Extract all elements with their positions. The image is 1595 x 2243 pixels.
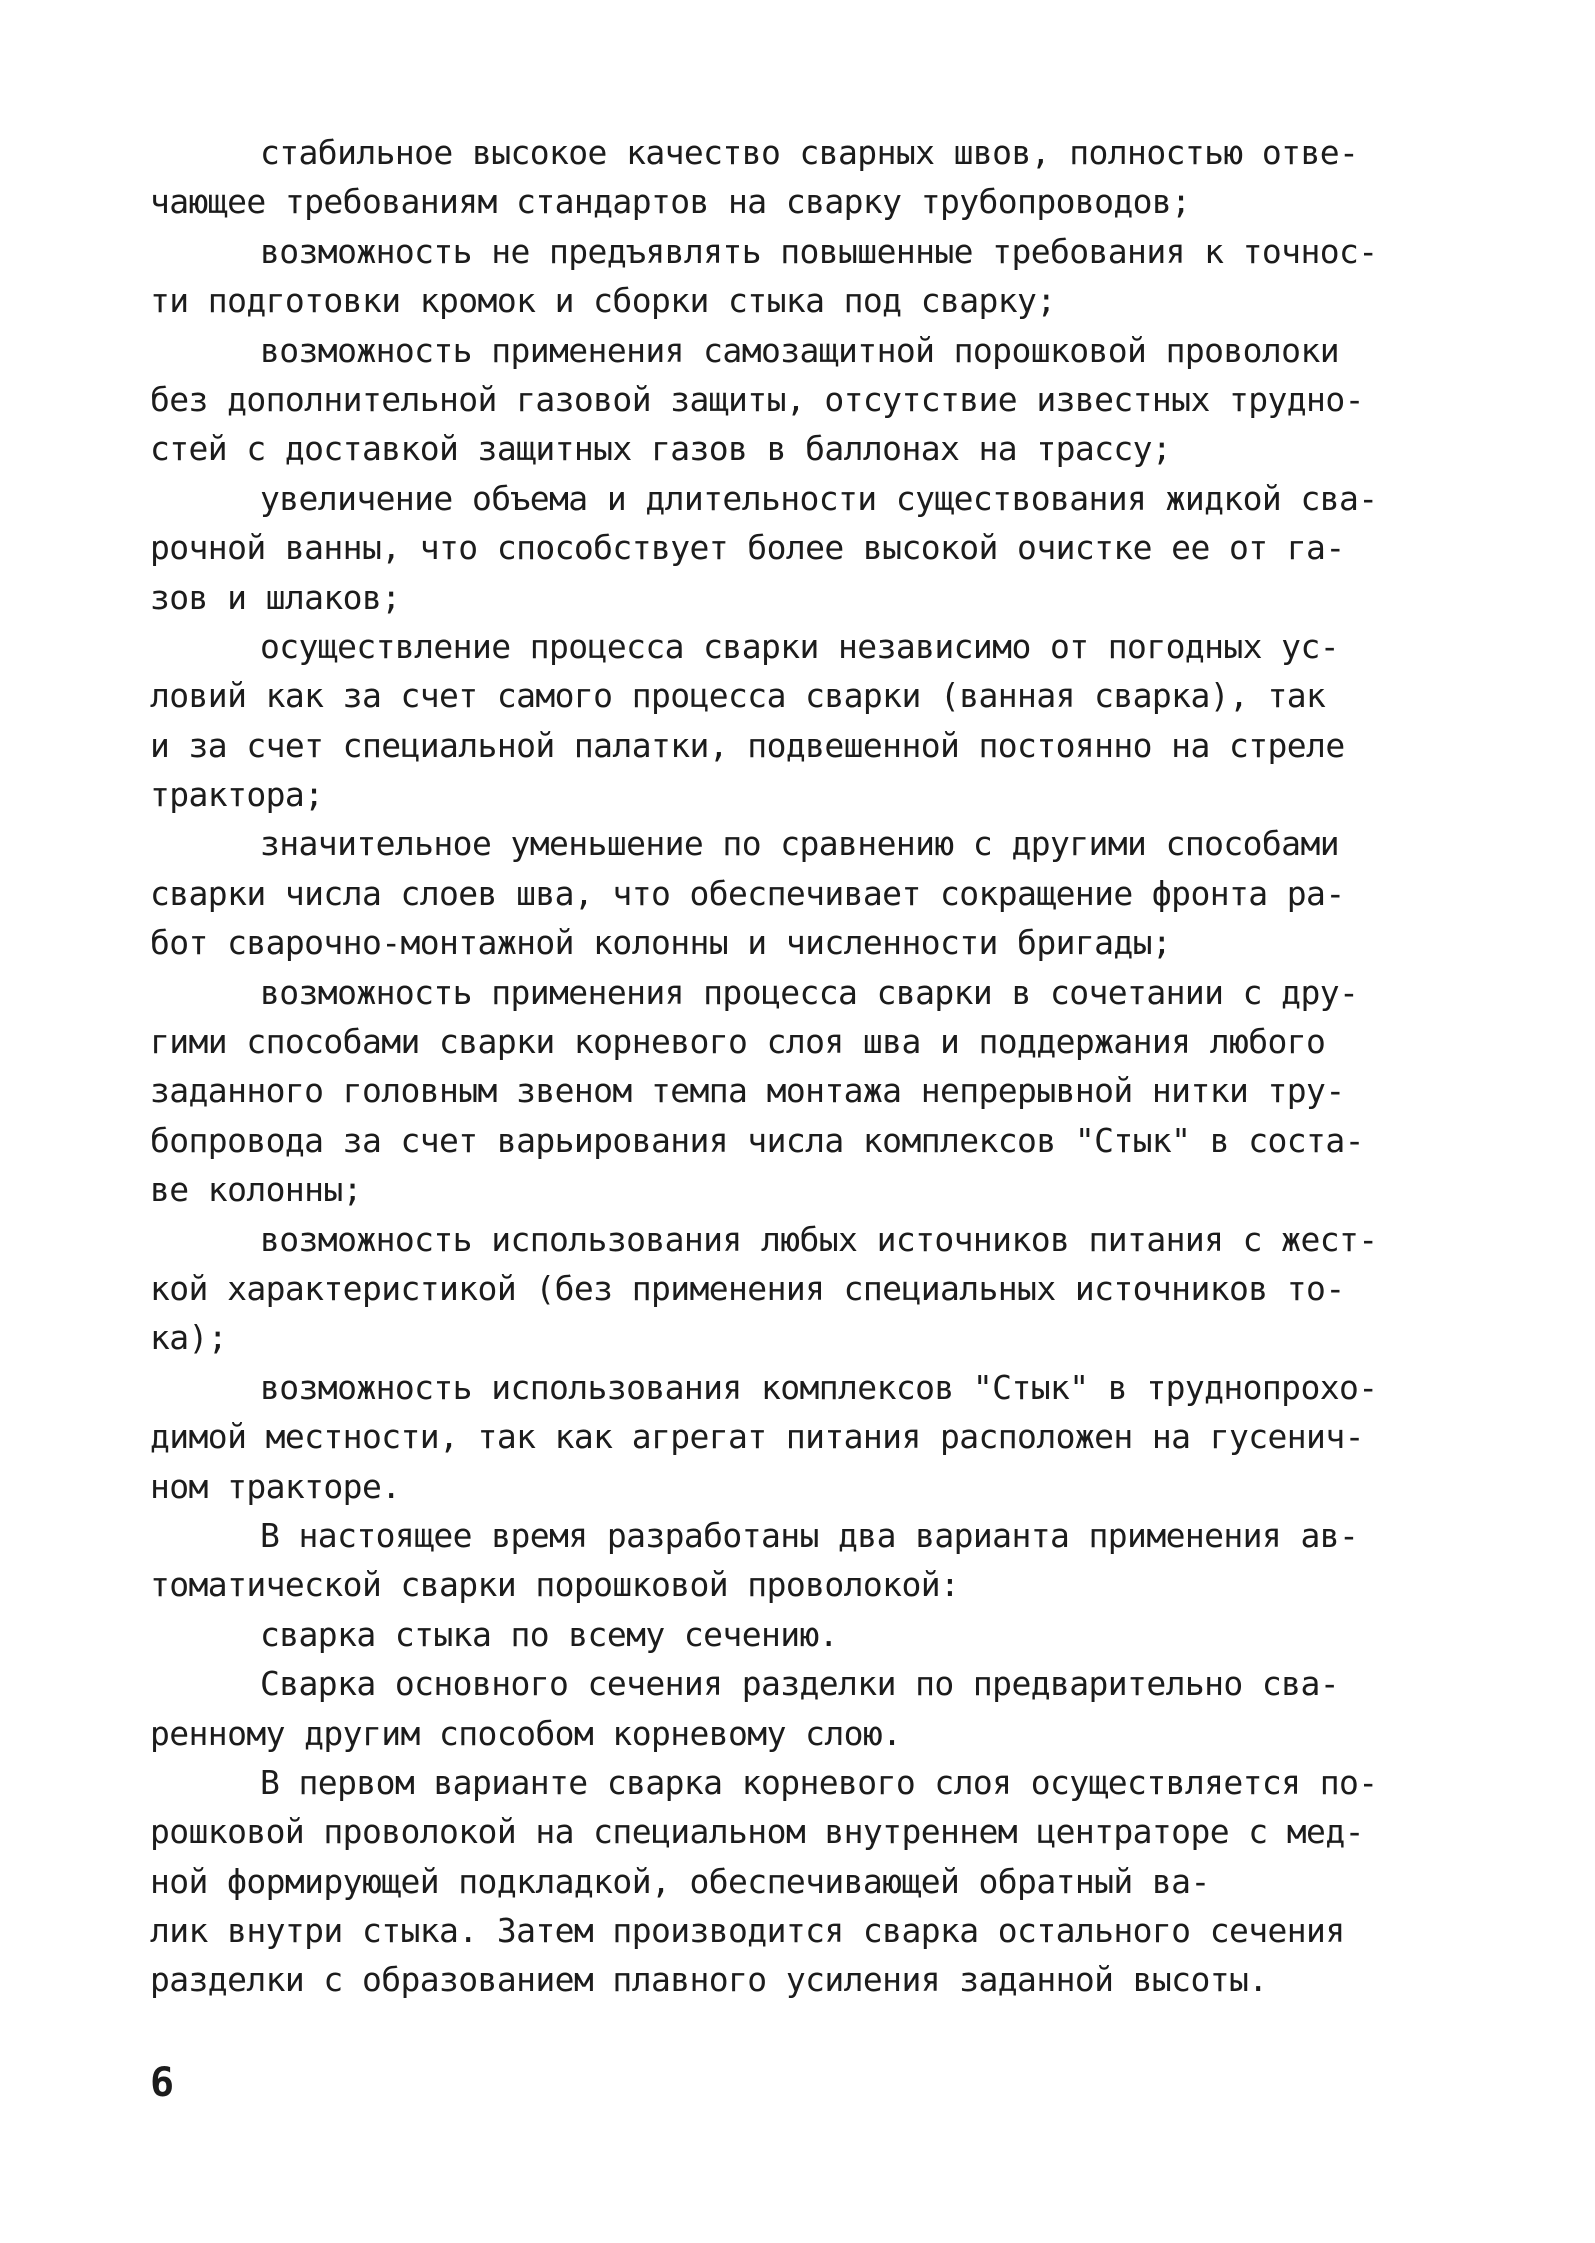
text-line: димой местности, так как агрегат питания расположен на гусенич- xyxy=(150,1417,1364,1457)
text-line: чающее требованиям стандартов на сварку трубопроводов; xyxy=(150,182,1191,222)
text-line: В настоящее время разработаны два варианта применения ав- xyxy=(260,1515,1359,1555)
text-line: зов и шлаков; xyxy=(150,577,401,617)
text-line: возможность не предъявлять повышенные требования к точнос- xyxy=(260,231,1378,271)
text-line: гими способами сварки корневого слоя шва и поддержания любого xyxy=(150,1022,1326,1062)
text-line: бот сварочно-монтажной колонны и численности бригады; xyxy=(150,923,1172,963)
text-line: заданного головным звеном темпа монтажа непрерывной нитки тру- xyxy=(150,1071,1345,1111)
text-line: ловий как за счет самого процесса сварки (ванная сварка), так xyxy=(150,676,1326,716)
text-line: кой характеристикой (без применения специальных источников то- xyxy=(150,1268,1345,1308)
text-line: значительное уменьшение по сравнению с другими способами xyxy=(260,824,1339,864)
text-line: и за счет специальной палатки, подвешенной постоянно на стреле xyxy=(150,725,1345,765)
text-line: разделки с образованием плавного усиления заданной высоты. xyxy=(150,1960,1268,2000)
text-line: ной формирующей подкладкой, обеспечивающей обратный ва- xyxy=(150,1861,1210,1901)
text-line: В первом варианте сварка корневого слоя осуществляется по- xyxy=(260,1762,1378,1802)
text-line: стей с доставкой защитных газов в баллонах на трассу; xyxy=(150,429,1172,469)
text-line: возможность использования любых источников питания с жест- xyxy=(260,1219,1378,1259)
text-line: возможность применения процесса сварки в сочетании с дру- xyxy=(260,972,1359,1012)
text-line: Сварка основного сечения разделки по предварительно сва- xyxy=(260,1664,1339,1704)
text-line: сварки числа слоев шва, что обеспечивает сокращение фронта ра- xyxy=(150,873,1345,913)
text-line: без дополнительной газовой защиты, отсутствие известных трудно- xyxy=(150,379,1364,419)
text-line: осуществление процесса сварки независимо от погодных ус- xyxy=(260,626,1339,666)
text-line: возможность использования комплексов "Стык" в труднопрохо- xyxy=(260,1367,1378,1407)
text-line: трактора; xyxy=(150,775,324,815)
text-line: бопровода за счет варьирования числа комплексов "Стык" в соста- xyxy=(150,1120,1364,1160)
text-line: ка); xyxy=(150,1318,228,1358)
text-line: стабильное высокое качество сварных швов, полностью отве- xyxy=(260,133,1359,172)
text-line: рошковой проволокой на специальном внутреннем центраторе с мед- xyxy=(150,1812,1364,1852)
text-line: увеличение объема и длительности существования жидкой сва- xyxy=(260,478,1378,518)
text-line: ренному другим способом корневому слою. xyxy=(150,1713,902,1753)
page-number: 6 xyxy=(150,2060,175,2106)
text-line: возможность применения самозащитной порошковой проволоки xyxy=(260,330,1339,370)
text-line: рочной ванны, что способствует более высокой очистке ее от га- xyxy=(150,528,1345,568)
text-line: лик внутри стыка. Затем производится сварка остального сечения xyxy=(150,1911,1345,1951)
text-line: ве колонны; xyxy=(150,1170,362,1210)
text-line: сварка стыка по всему сечению. xyxy=(260,1614,839,1654)
body-text xyxy=(150,128,1460,2005)
text-line: ном тракторе. xyxy=(150,1466,401,1506)
text-line: ти подготовки кромок и сборки стыка под сварку; xyxy=(150,281,1056,321)
text-line: томатической сварки порошковой проволокой: xyxy=(150,1565,960,1605)
